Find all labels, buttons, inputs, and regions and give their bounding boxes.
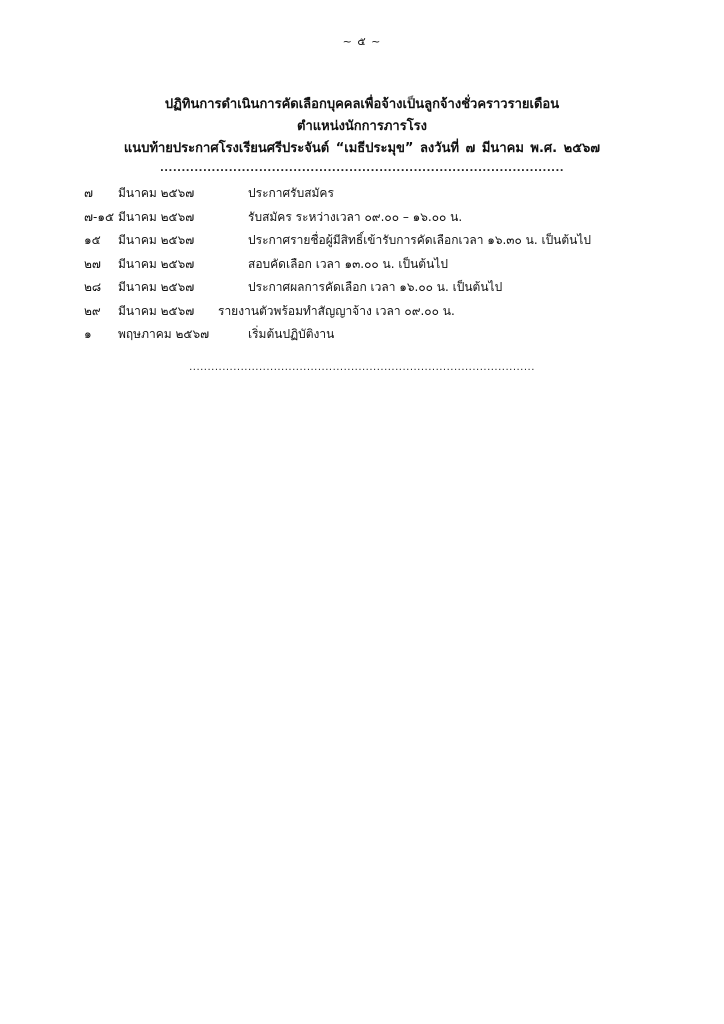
separator-top: .............................................................................................. bbox=[159, 163, 565, 174]
schedule-day: ๑ bbox=[84, 327, 92, 341]
schedule-day: ๒๙ bbox=[84, 303, 101, 318]
schedule-day: ๒๘ bbox=[84, 280, 102, 294]
schedule-day: ๗-๑๕ bbox=[84, 209, 115, 224]
schedule-day: ๗ bbox=[84, 186, 94, 200]
schedule-event: รับสมัคร ระหว่างเวลา ๐๙.๐๐ – ๑๖.๐๐ น. bbox=[248, 209, 463, 224]
schedule-row bbox=[84, 227, 644, 251]
schedule-event: ประกาศรายชื่อผู้มีสิทธิ์เข้ารับการคัดเลือกเวลา ๑๖.๓๐ น. เป็นต้นไป bbox=[248, 233, 592, 247]
title-line-2: ตำแหน่งนักการภารโรง bbox=[297, 119, 427, 134]
schedule-row bbox=[84, 274, 644, 298]
schedule-event: ประกาศผลการคัดเลือก เวลา ๑๖.๐๐ น. เป็นต้นไป bbox=[248, 280, 503, 294]
schedule-day: ๒๗ bbox=[84, 256, 101, 271]
schedule-date: มีนาคม ๒๕๖๗ bbox=[118, 280, 195, 294]
schedule-row bbox=[84, 251, 644, 275]
title-line-1: ปฏิทินการดำเนินการคัดเลือกบุคคลเพื่อจ้างเป็นลูกจ้างชั่วคราวรายเดือน bbox=[164, 97, 560, 112]
schedule-event: รายงานตัวพร้อมทำสัญญาจ้าง เวลา ๐๙.๐๐ น. bbox=[218, 303, 455, 318]
schedule-date: มีนาคม ๒๕๖๗ bbox=[118, 303, 195, 318]
schedule-row bbox=[84, 321, 644, 345]
schedule-row bbox=[84, 204, 644, 228]
schedule-date: พฤษภาคม ๒๕๖๗ bbox=[118, 327, 210, 341]
schedule-day: ๑๕ bbox=[84, 233, 101, 247]
schedule-date: มีนาคม ๒๕๖๗ bbox=[118, 186, 195, 200]
schedule-row bbox=[84, 180, 644, 204]
page-number: ~ ๕ ~ bbox=[342, 35, 382, 48]
schedule-list bbox=[84, 180, 644, 345]
separator-bottom: .............................................................................................. bbox=[189, 362, 535, 373]
schedule-date: มีนาคม ๒๕๖๗ bbox=[118, 233, 195, 247]
title-line-3: แนบท้ายประกาศโรงเรียนศรีประจันต์ “เมธีประมุข” ลงวันที่ ๗ มีนาคม พ.ศ. ๒๕๖๗ bbox=[123, 141, 601, 156]
schedule-event: ประกาศรับสมัคร bbox=[248, 186, 334, 200]
schedule-row bbox=[84, 298, 644, 322]
schedule-event: สอบคัดเลือก เวลา ๑๓.๐๐ น. เป็นต้นไป bbox=[248, 256, 448, 271]
schedule-date: มีนาคม ๒๕๖๗ bbox=[118, 209, 195, 224]
document-title bbox=[0, 94, 724, 160]
schedule-date: มีนาคม ๒๕๖๗ bbox=[118, 256, 195, 271]
schedule-event: เริ่มต้นปฏิบัติงาน bbox=[248, 327, 335, 341]
